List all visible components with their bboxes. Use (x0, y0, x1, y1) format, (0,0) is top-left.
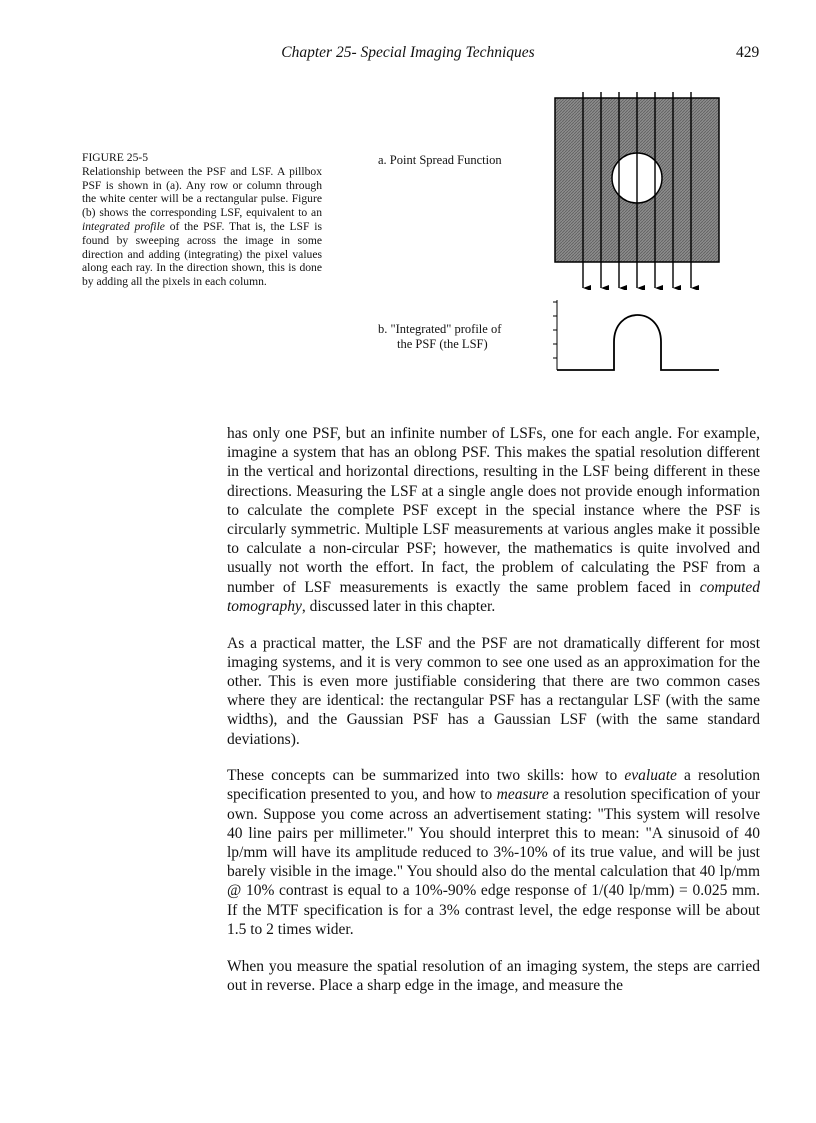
p3-italic-measure: measure (496, 786, 549, 804)
caption-text: Relationship between the PSF and LSF. A pillbox PSF is shown in (a). Any row or column through the white center will be a rectangular pulse. Figure (b) shows the corresponding LSF, equivalent to an (82, 164, 322, 220)
lsf-curve (557, 315, 719, 370)
panel-b-label-line1: b. "Integrated" profile of (378, 322, 502, 336)
p3-text-a: These concepts can be summarized into two skills: how to (227, 767, 625, 785)
paragraph-4: When you measure the spatial resolution of an imaging system, the steps are carried out in reverse. Place a sharp edge in the image, and measure the (227, 957, 760, 994)
paragraph-3 (227, 766, 760, 939)
figure-label: FIGURE 25-5 (82, 151, 149, 164)
paragraph-1 (227, 424, 760, 616)
panel-b-label-line2: the PSF (the LSF) (397, 336, 488, 351)
caption-italic-term: integrated profile (82, 219, 165, 233)
lsf-diagram (553, 300, 723, 375)
panel-b-label (378, 322, 501, 351)
panel-a-label: a. Point Spread Function (378, 153, 502, 167)
body-text (227, 424, 760, 1012)
psf-diagram (553, 92, 723, 290)
running-header: Chapter 25- Special Imaging Techniques (281, 44, 535, 61)
lsf-y-ticks (553, 302, 557, 358)
p1-italic: computed tomography (227, 578, 760, 615)
p3-text-c: a resolution specification of your own. Suppose you come across an advertisement stating: "This system will resolve 40 line pairs per millimeter." You should interpret this to mean: "A sinusoid of 40 lp/mm will have its amplitude reduced to 3%-10% of its true value, and will be just barely visible in the image." You should also do the mental calculation that 40 lp/mm @ 10% contrast is equal to a 10%-90% edge response of 1/(40 lp/mm) = 0.025 mm. If the MTF specification is for a 3% contrast level, the edge response will be about 1.5 to 2 times wider. (227, 786, 760, 938)
p1-text-end: , discussed later in this chapter. (301, 597, 496, 615)
paragraph-2: As a practical matter, the LSF and the PSF are not dramatically different for most imaging systems, and it is very common to see one used as an approximation for the other. This is even more justifiable considering that there are two common cases where they are identical: the rectangular PSF has a rectangular LSF (with the same widths), and the Gaussian PSF has a Gaussian LSF (with the same standard deviations). (227, 634, 760, 748)
p3-text-b: a resolution specification presented to you, and how to (227, 767, 760, 804)
p3-italic-evaluate: evaluate (624, 767, 677, 785)
page-number: 429 (736, 44, 760, 61)
figure-caption (82, 151, 322, 289)
p1-text: has only one PSF, but an infinite number of LSFs, one for each angle. For example, imagine a system that has an oblong PSF. This makes the spatial resolution different in the vertical and horizontal directions, resulting in the LSF being different in these directions. Measuring the LSF at a single angle does not provide enough information to calculate the complete PSF except in the special instance where the PSF is circularly symmetric. Multiple LSF measurements at various angles make it possible to calculate a non-circular PSF; however, the mathematics is quite involved and usually not worth the effort. In fact, the problem of calculating the PSF from a number of LSF measurements is exactly the same problem faced in (227, 425, 760, 596)
caption-text-end: of the PSF. That is, the LSF is found by sweeping across the image in some direction and adding (integrating) the pixel values along each ray. In the direction shown, this is done by adding all the pixels in each column. (82, 219, 322, 289)
